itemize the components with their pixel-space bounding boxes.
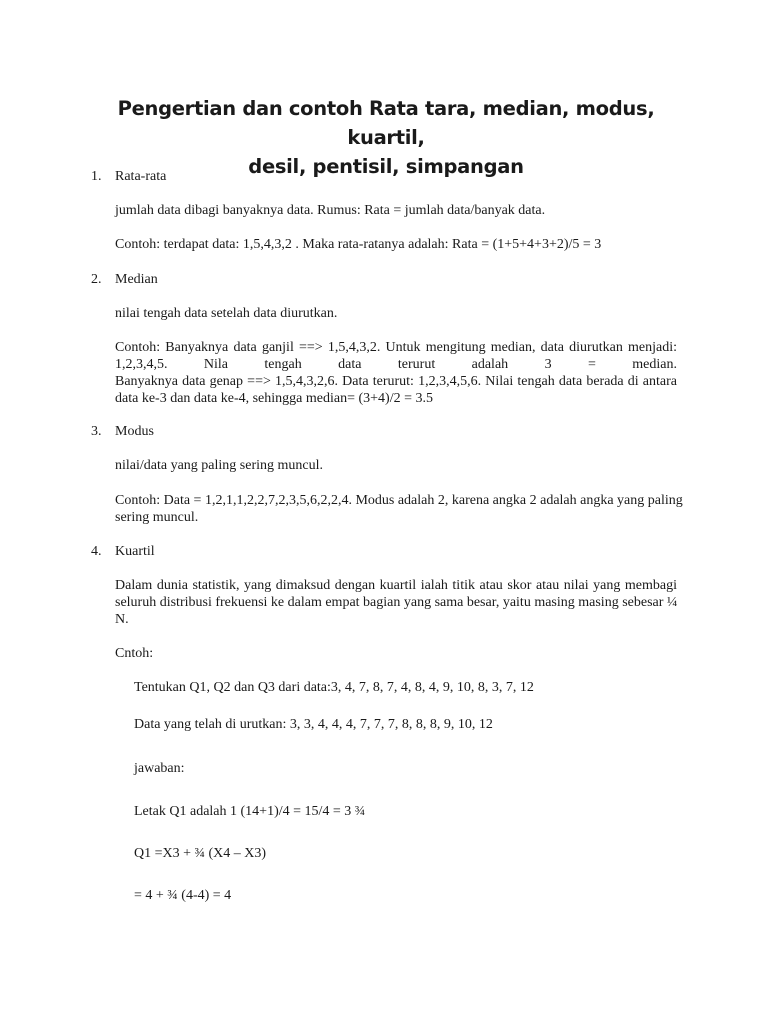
section-2-definition: nilai tengah data setelah data diurutkan. [115, 306, 338, 321]
kuartil-step-q1-position: Letak Q1 adalah 1 (14+1)/4 = 15/4 = 3 ¾ [134, 804, 366, 819]
section-4-definition-line-3: N. [115, 612, 129, 627]
section-2-example-line-1: Contoh: Banyaknya data ganjil ==> 1,5,4,3,2. Untuk mengitung median, data diurutkan menjadi: [115, 340, 677, 355]
kuartil-step-answer-label: jawaban: [134, 761, 185, 776]
section-4-example-label: Cntoh: [115, 646, 154, 661]
example-word: 1,2,3,4,5. [115, 357, 168, 372]
section-3-number: 3. [91, 424, 102, 439]
section-4-definition-line-1: Dalam dunia statistik, yang dimaksud dengan kuartil ialah titik atau skor atau nilai yang membagi [115, 578, 677, 593]
section-3-heading: Modus [115, 424, 154, 439]
kuartil-step-question: Tentukan Q1, Q2 dan Q3 dari data:3, 4, 7, 8, 7, 4, 8, 4, 9, 10, 8, 3, 7, 12 [134, 680, 534, 695]
example-word: = [587, 357, 596, 372]
section-1-number: 1. [91, 169, 102, 184]
section-3-example-line-2: sering muncul. [115, 510, 199, 525]
example-word: 3 [544, 357, 552, 372]
section-3-definition: nilai/data yang paling sering muncul. [115, 458, 324, 473]
title-line-2: desil, pentisil, simpangan [248, 155, 524, 178]
section-2-heading: Median [115, 272, 158, 287]
section-4-heading: Kuartil [115, 544, 155, 559]
example-word: adalah [471, 357, 509, 372]
section-4-definition [115, 577, 677, 628]
example-word: tengah [264, 357, 302, 372]
example-word: Nila [203, 357, 229, 372]
example-word: terurut [397, 357, 436, 372]
section-2-example [115, 339, 677, 407]
section-2-example-line-4: data ke-3 dan data ke-4, sehingga median= (3+4)/2 = 3.5 [115, 391, 433, 406]
example-word: data [338, 357, 362, 372]
section-4-number: 4. [91, 544, 102, 559]
section-3-example [115, 492, 683, 526]
section-4-definition-line-2: seluruh distribusi frekuensi ke dalam empat bagian yang sama besar, yaitu masing masing sebesar ¼ [115, 595, 678, 610]
title-line-1: Pengertian dan contoh Rata tara, median, modus, kuartil, [117, 97, 655, 149]
document-title [100, 94, 672, 181]
section-2-example-line-3: Banyaknya data genap ==> 1,5,4,3,2,6. Data terurut: 1,2,3,4,5,6. Nilai tengah data berada di antara [115, 374, 677, 389]
section-3-example-line-1: Contoh: Data = 1,2,1,1,2,2,7,2,3,5,6,2,2,4. Modus adalah 2, karena angka 2 adalah angka yang paling [115, 493, 683, 508]
section-1-example: Contoh: terdapat data: 1,5,4,3,2 . Maka rata-ratanya adalah: Rata = (1+5+4+3+2)/5 = 3 [115, 237, 602, 252]
kuartil-step-sorted: Data yang telah di urutkan: 3, 3, 4, 4, 4, 7, 7, 7, 8, 8, 8, 9, 10, 12 [134, 717, 493, 732]
example-word: median. [632, 357, 677, 372]
section-2-example-line-2 [115, 356, 677, 373]
section-1-heading: Rata-rata [115, 169, 167, 184]
kuartil-step-q1-formula: Q1 =X3 + ¾ (X4 – X3) [134, 846, 267, 861]
kuartil-step-q1-result: = 4 + ¾ (4-4) = 4 [134, 888, 232, 903]
section-1-definition: jumlah data dibagi banyaknya data. Rumus: Rata = jumlah data/banyak data. [115, 203, 546, 218]
section-2-number: 2. [91, 272, 102, 287]
